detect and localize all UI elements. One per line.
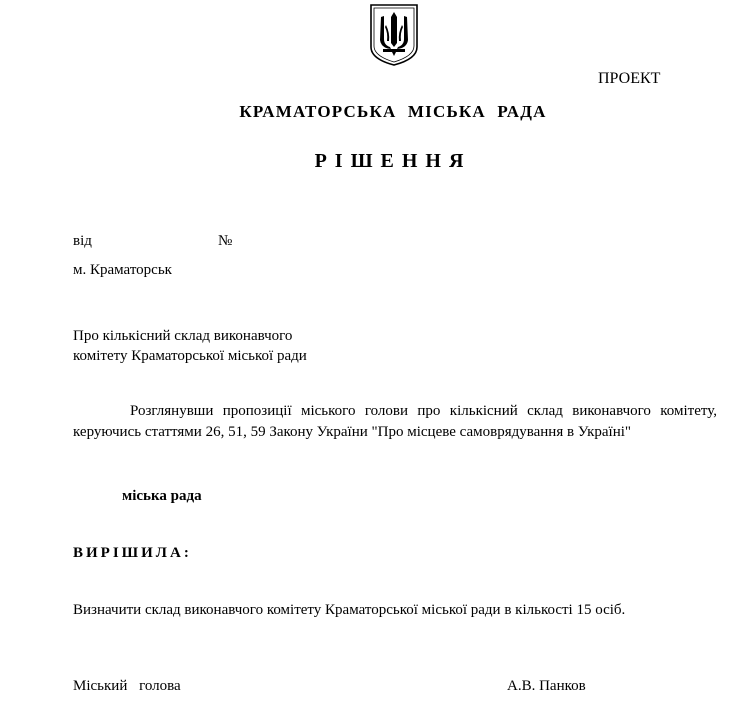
signer-name: А.В. Панков (507, 678, 586, 694)
council-name: КРАМАТОРСЬКА МІСЬКА РАДА (239, 102, 547, 121)
ukraine-trident-emblem-icon (369, 3, 419, 67)
resolved-heading: ВИРІШИЛА: (73, 545, 192, 561)
number-label: № (218, 233, 233, 249)
city-label: м. Краматорськ (73, 262, 172, 278)
decision-subject: Про кількісний склад виконавчого комітету Краматорської міської ради (73, 328, 307, 365)
date-label: від (73, 233, 92, 249)
council-label: міська рада (122, 488, 202, 504)
draft-label: ПРОЕКТ (598, 70, 661, 87)
signer-title: Міський голова (73, 678, 181, 694)
resolution-text: Визначити склад виконавчого комітету Краматорської міської ради в кількості 15 осіб. (73, 602, 626, 618)
document-type-title: РІШЕННЯ (314, 150, 472, 172)
preamble-paragraph: Розглянувши пропозиції міського голови про кількісний склад виконавчого комітету, керуючись статтями 26, 51, 59 Закону України "Про місцеве самоврядування в Україні" (73, 403, 717, 440)
